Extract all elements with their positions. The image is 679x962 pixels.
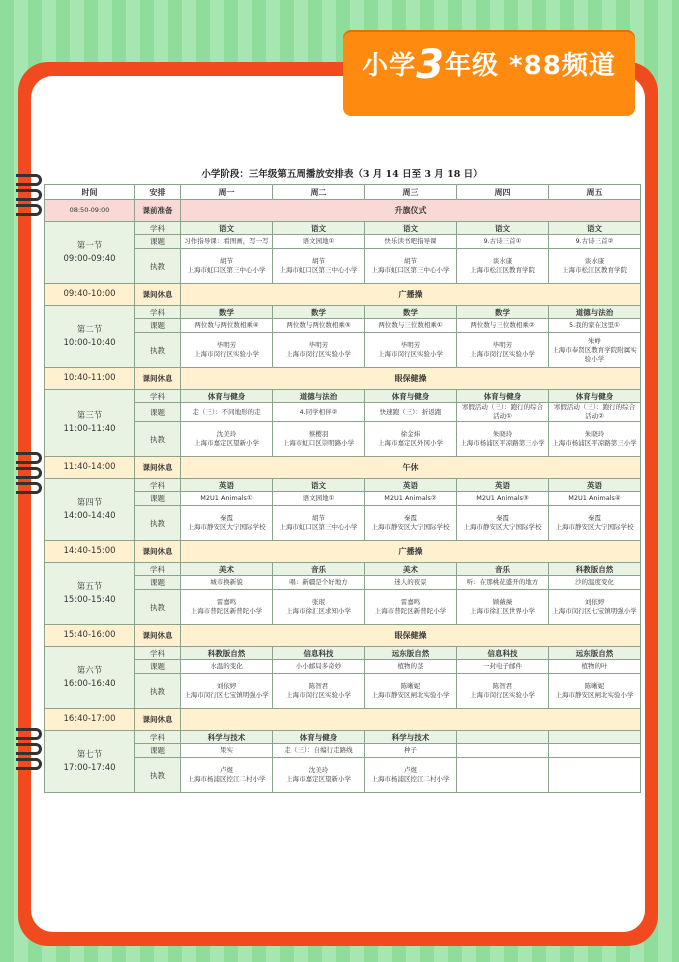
teacher-school: 上海市闵行区实验小学 bbox=[194, 350, 259, 358]
teacher-cell bbox=[365, 422, 457, 457]
subject-cell: 英语 bbox=[549, 479, 641, 492]
teacher-name: 张珉 bbox=[312, 598, 325, 606]
subject-cell bbox=[549, 731, 641, 744]
subject-cell: 英语 bbox=[457, 479, 549, 492]
topic-cell: 9.古诗三首② bbox=[549, 235, 641, 249]
break-label: 课间休息 bbox=[135, 368, 181, 390]
teacher-name: 沈美玲 bbox=[308, 766, 329, 774]
teacher-name: 朱峥 bbox=[588, 336, 601, 345]
teacher-name: 胡节 bbox=[220, 257, 233, 265]
period-teacher-row bbox=[45, 590, 641, 625]
teacher-school: 上海市闵行区实验小学 bbox=[378, 350, 443, 358]
teacher-cell bbox=[365, 590, 457, 625]
subject-label: 学科 bbox=[135, 390, 181, 403]
period-time: 16:00-16:40 bbox=[63, 678, 116, 689]
banner-post: 年级 *88频道 bbox=[445, 51, 616, 81]
header-monday: 周一 bbox=[181, 185, 273, 200]
break-time: 09:40-10:00 bbox=[45, 284, 135, 306]
subject-label: 学科 bbox=[135, 479, 181, 492]
period-name: 第二节 bbox=[76, 324, 103, 335]
teacher-cell bbox=[457, 249, 549, 284]
topic-cell bbox=[457, 744, 549, 758]
teacher-name: 朱晓玲 bbox=[584, 430, 605, 438]
break-time: 16:40-17:00 bbox=[45, 709, 135, 731]
period-subject-row bbox=[45, 479, 641, 492]
binder-ring bbox=[16, 728, 42, 740]
grade-channel-banner bbox=[343, 30, 635, 116]
break-activity: 广播操 bbox=[181, 541, 641, 563]
subject-cell: 语文 bbox=[273, 222, 365, 235]
prep-content: 升旗仪式 bbox=[181, 200, 641, 222]
topic-cell: 小小邮局多奇妙 bbox=[273, 660, 365, 674]
teacher-name: 蔡樱羽 bbox=[308, 430, 329, 438]
teacher-school: 上海市闵行区实验小学 bbox=[470, 350, 535, 358]
topic-cell: M2U1 Animals③ bbox=[457, 492, 549, 506]
period-time: 14:00-14:40 bbox=[63, 510, 116, 521]
topic-label: 课题 bbox=[135, 235, 181, 249]
header-row bbox=[45, 185, 641, 200]
subject-cell: 科学与技术 bbox=[181, 731, 273, 744]
subject-cell: 科教版自然 bbox=[549, 563, 641, 576]
subject-cell: 远东版自然 bbox=[365, 647, 457, 660]
period-time: 17:00-17:40 bbox=[63, 762, 116, 773]
period-topic-row bbox=[45, 235, 641, 249]
teacher-label: 执教 bbox=[135, 249, 181, 284]
header-wednesday: 周三 bbox=[365, 185, 457, 200]
teacher-cell bbox=[549, 758, 641, 793]
teacher-cell bbox=[365, 674, 457, 709]
subject-label: 学科 bbox=[135, 306, 181, 319]
subject-cell: 美术 bbox=[365, 563, 457, 576]
teacher-school: 上海市闵行区七宝镇明强小学 bbox=[552, 607, 637, 615]
binder-ring bbox=[16, 189, 42, 201]
teacher-name: 谈水康 bbox=[492, 257, 513, 265]
period-subject-row bbox=[45, 306, 641, 319]
period-topic-row bbox=[45, 319, 641, 333]
teacher-school: 上海市杨浦区平凉路第三小学 bbox=[460, 439, 545, 447]
break-row bbox=[45, 541, 641, 563]
subject-cell: 音乐 bbox=[273, 563, 365, 576]
topic-cell: 4.同学相伴② bbox=[273, 403, 365, 422]
break-label: 课间休息 bbox=[135, 457, 181, 479]
teacher-cell bbox=[457, 674, 549, 709]
break-activity: 午休 bbox=[181, 457, 641, 479]
teacher-school: 上海市普陀区新普陀小学 bbox=[190, 607, 263, 615]
period-subject-row bbox=[45, 731, 641, 744]
header-friday: 周五 bbox=[549, 185, 641, 200]
prep-time: 08:50-09:00 bbox=[45, 200, 135, 222]
subject-label: 学科 bbox=[135, 647, 181, 660]
break-row bbox=[45, 457, 641, 479]
period-name: 第七节 bbox=[76, 749, 103, 760]
period-subject-row bbox=[45, 222, 641, 235]
teacher-name: 沈美玲 bbox=[216, 430, 237, 438]
break-activity: 广播操 bbox=[181, 284, 641, 306]
teacher-school: 上海市杨浦区控江二村小学 bbox=[371, 775, 450, 783]
break-label: 课间休息 bbox=[135, 284, 181, 306]
topic-cell: M2U1 Animals④ bbox=[549, 492, 641, 506]
subject-label: 学科 bbox=[135, 563, 181, 576]
teacher-name: 朱晓玲 bbox=[492, 430, 513, 438]
subject-cell: 英语 bbox=[181, 479, 273, 492]
period-time: 09:00-09:40 bbox=[63, 253, 116, 264]
teacher-school: 上海市虹口区第三中心小学 bbox=[371, 266, 450, 274]
teacher-cell bbox=[273, 758, 365, 793]
period-teacher-row bbox=[45, 674, 641, 709]
teacher-name: 雷嘉鸣 bbox=[216, 598, 237, 606]
period-teacher-row bbox=[45, 506, 641, 541]
teacher-cell bbox=[365, 506, 457, 541]
broadcast-schedule-table bbox=[44, 184, 641, 793]
teacher-school: 上海市虹口区第三中心小学 bbox=[187, 266, 266, 274]
topic-cell: 5.我的家在这里① bbox=[549, 319, 641, 333]
period-subject-row bbox=[45, 390, 641, 403]
teacher-school: 上海市杨浦区控江二村小学 bbox=[187, 775, 266, 783]
teacher-name: 卢煜 bbox=[404, 766, 417, 774]
binder-ring bbox=[16, 482, 42, 494]
period-cell bbox=[45, 563, 135, 625]
period-subject-row bbox=[45, 563, 641, 576]
subject-cell: 数学 bbox=[457, 306, 549, 319]
subject-cell: 语文 bbox=[365, 222, 457, 235]
teacher-cell bbox=[457, 422, 549, 457]
topic-cell: 种子 bbox=[365, 744, 457, 758]
period-cell bbox=[45, 731, 135, 793]
teacher-label: 执教 bbox=[135, 422, 181, 457]
teacher-school: 上海市嘉定区望新小学 bbox=[194, 439, 259, 447]
period-cell bbox=[45, 222, 135, 284]
teacher-cell bbox=[549, 590, 641, 625]
teacher-school: 上海市松江区教育学院 bbox=[470, 266, 535, 274]
subject-label: 学科 bbox=[135, 731, 181, 744]
period-time: 15:00-15:40 bbox=[63, 594, 116, 605]
subject-cell: 体育与健身 bbox=[457, 390, 549, 403]
teacher-school: 上海市嘉定区外冈小学 bbox=[378, 439, 443, 447]
teacher-cell bbox=[181, 590, 273, 625]
subject-cell: 科教版自然 bbox=[181, 647, 273, 660]
period-topic-row bbox=[45, 492, 641, 506]
topic-cell: 听：在那桃花盛开的地方 bbox=[457, 576, 549, 590]
period-teacher-row bbox=[45, 758, 641, 793]
teacher-name: 毕明芳 bbox=[308, 341, 329, 349]
break-time: 14:40-15:00 bbox=[45, 541, 135, 563]
teacher-name: 秦霞 bbox=[220, 514, 233, 522]
teacher-cell bbox=[181, 249, 273, 284]
teacher-label: 执教 bbox=[135, 506, 181, 541]
header-arrangement: 安排 bbox=[135, 185, 181, 200]
teacher-name: 谈水康 bbox=[584, 257, 605, 265]
teacher-label: 执教 bbox=[135, 590, 181, 625]
binder-rings-middle bbox=[16, 452, 46, 497]
period-name: 第五节 bbox=[76, 581, 103, 592]
period-teacher-row bbox=[45, 249, 641, 284]
topic-cell: 水温的变化 bbox=[181, 660, 273, 674]
teacher-name: 徐金炜 bbox=[400, 430, 421, 438]
period-name: 第四节 bbox=[76, 497, 103, 508]
teacher-school: 上海市闵行区实验小学 bbox=[286, 691, 351, 699]
teacher-name: 陈晰妮 bbox=[584, 682, 605, 690]
teacher-name: 顾薇薇 bbox=[492, 598, 513, 606]
break-row bbox=[45, 368, 641, 390]
teacher-school: 上海市奉贤区教育学院附属实验小学 bbox=[552, 345, 637, 363]
subject-cell: 体育与健身 bbox=[365, 390, 457, 403]
topic-label: 课题 bbox=[135, 576, 181, 590]
binder-ring bbox=[16, 758, 42, 770]
teacher-school: 上海市虹口区崇明路小学 bbox=[282, 439, 355, 447]
period-name: 第六节 bbox=[76, 665, 103, 676]
topic-label: 课题 bbox=[135, 744, 181, 758]
period-name: 第一节 bbox=[76, 240, 103, 251]
subject-cell bbox=[457, 731, 549, 744]
period-cell bbox=[45, 479, 135, 541]
topic-cell: 两位数与三位数相乘② bbox=[457, 319, 549, 333]
teacher-school: 上海市静安区闸北实验小学 bbox=[371, 691, 450, 699]
teacher-name: 秦霞 bbox=[588, 514, 601, 522]
binder-rings-bottom bbox=[16, 728, 46, 773]
teacher-cell bbox=[365, 758, 457, 793]
break-time: 11:40-14:00 bbox=[45, 457, 135, 479]
topic-label: 课题 bbox=[135, 660, 181, 674]
break-time: 10:40-11:00 bbox=[45, 368, 135, 390]
period-teacher-row bbox=[45, 422, 641, 457]
binder-rings-top bbox=[16, 174, 46, 219]
teacher-name: 陈智君 bbox=[492, 682, 513, 690]
teacher-name: 秦霞 bbox=[404, 514, 417, 522]
teacher-cell bbox=[181, 333, 273, 368]
topic-cell: 植物的茎 bbox=[365, 660, 457, 674]
topic-cell: 习作指导课：看图画，写一写 bbox=[181, 235, 273, 249]
break-row bbox=[45, 625, 641, 647]
banner-pre: 小学 bbox=[362, 51, 417, 81]
teacher-school: 上海市闵行区七宝镇明强小学 bbox=[184, 691, 269, 699]
topic-cell: 唱：新疆是个好地方 bbox=[273, 576, 365, 590]
subject-cell: 数学 bbox=[273, 306, 365, 319]
teacher-cell bbox=[365, 249, 457, 284]
prep-row bbox=[45, 200, 641, 222]
period-name: 第三节 bbox=[76, 411, 103, 421]
teacher-school: 上海市徐汇区世界小学 bbox=[470, 607, 535, 615]
subject-cell: 信息科技 bbox=[273, 647, 365, 660]
period-topic-row bbox=[45, 403, 641, 422]
period-topic-row bbox=[45, 744, 641, 758]
prep-label: 课前准备 bbox=[135, 200, 181, 222]
subject-cell: 体育与健身 bbox=[181, 390, 273, 403]
teacher-cell bbox=[181, 506, 273, 541]
binder-ring bbox=[16, 204, 42, 216]
teacher-name: 胡节 bbox=[312, 514, 325, 522]
break-label: 课间休息 bbox=[135, 709, 181, 731]
break-activity: 眼保健操 bbox=[181, 625, 641, 647]
teacher-school: 上海市普陀区新普陀小学 bbox=[374, 607, 447, 615]
topic-cell: 城市换新貌 bbox=[181, 576, 273, 590]
subject-cell: 数学 bbox=[181, 306, 273, 319]
subject-cell: 道德与法治 bbox=[273, 390, 365, 403]
teacher-label: 执教 bbox=[135, 758, 181, 793]
teacher-school: 上海市虹口区第三中心小学 bbox=[279, 523, 358, 531]
binder-ring bbox=[16, 743, 42, 755]
break-time: 15:40-16:00 bbox=[45, 625, 135, 647]
period-topic-row bbox=[45, 576, 641, 590]
teacher-school: 上海市静安区大宁国际学校 bbox=[371, 523, 450, 531]
topic-cell: 走（三）：自编行走路线 bbox=[273, 744, 365, 758]
binder-ring bbox=[16, 174, 42, 186]
teacher-name: 毕明芳 bbox=[492, 341, 513, 349]
topic-cell: M2U1 Animals② bbox=[365, 492, 457, 506]
binder-ring bbox=[16, 467, 42, 479]
teacher-cell bbox=[457, 506, 549, 541]
break-label: 课间休息 bbox=[135, 541, 181, 563]
period-cell bbox=[45, 647, 135, 709]
topic-cell bbox=[549, 744, 641, 758]
teacher-cell bbox=[457, 590, 549, 625]
subject-cell: 道德与法治 bbox=[549, 306, 641, 319]
subject-label: 学科 bbox=[135, 222, 181, 235]
subject-cell: 语文 bbox=[457, 222, 549, 235]
teacher-cell bbox=[365, 333, 457, 368]
teacher-cell bbox=[273, 249, 365, 284]
binder-ring bbox=[16, 452, 42, 464]
teacher-cell bbox=[273, 422, 365, 457]
topic-cell: 植物的叶 bbox=[549, 660, 641, 674]
topic-cell: 寒假活动（三）：跑行的综合活动① bbox=[457, 403, 549, 422]
period-time: 10:00-10:40 bbox=[63, 337, 116, 348]
subject-cell: 美术 bbox=[181, 563, 273, 576]
topic-cell: 两位数与两位数相乘⑤ bbox=[273, 319, 365, 333]
subject-cell: 科学与技术 bbox=[365, 731, 457, 744]
teacher-cell bbox=[549, 249, 641, 284]
subject-cell: 语文 bbox=[273, 479, 365, 492]
topic-label: 课题 bbox=[135, 403, 181, 422]
topic-cell: 沙的温度变化 bbox=[549, 576, 641, 590]
period-subject-row bbox=[45, 647, 641, 660]
teacher-school: 上海市静安区大宁国际学校 bbox=[463, 523, 542, 531]
teacher-cell bbox=[457, 758, 549, 793]
teacher-school: 上海市虹口区第三中心小学 bbox=[279, 266, 358, 274]
teacher-name: 胡节 bbox=[404, 257, 417, 265]
topic-cell: 两位数与两位数相乘④ bbox=[181, 319, 273, 333]
teacher-cell bbox=[273, 674, 365, 709]
topic-cell: 两位数与三位数相乘① bbox=[365, 319, 457, 333]
teacher-name: 胡节 bbox=[312, 257, 325, 265]
teacher-cell bbox=[181, 674, 273, 709]
teacher-school: 上海市静安区闸北实验小学 bbox=[555, 691, 634, 699]
subject-cell: 体育与健身 bbox=[549, 390, 641, 403]
teacher-cell bbox=[549, 674, 641, 709]
teacher-cell bbox=[549, 333, 641, 368]
teacher-school: 上海市静安区大宁国际学校 bbox=[187, 523, 266, 531]
teacher-cell bbox=[181, 422, 273, 457]
break-row bbox=[45, 284, 641, 306]
subject-cell: 信息科技 bbox=[457, 647, 549, 660]
period-cell bbox=[45, 390, 135, 457]
topic-cell: 走（三）：不同地形的走 bbox=[181, 403, 273, 422]
teacher-label: 执教 bbox=[135, 674, 181, 709]
teacher-name: 卢煜 bbox=[220, 766, 233, 774]
teacher-name: 雷嘉鸣 bbox=[400, 598, 421, 606]
teacher-name: 刘依婷 bbox=[216, 682, 237, 690]
topic-cell: 9.古诗三首① bbox=[457, 235, 549, 249]
teacher-school: 上海市杨浦区平凉路第三小学 bbox=[552, 439, 637, 447]
schedule-title: 小学阶段：三年级第五周播放安排表（3 月 14 日至 3 月 18 日） bbox=[201, 169, 483, 180]
period-teacher-row bbox=[45, 333, 641, 368]
topic-cell: 快速跑（三）：折返跑 bbox=[365, 403, 457, 422]
break-label: 课间休息 bbox=[135, 625, 181, 647]
teacher-name: 刘依婷 bbox=[584, 598, 605, 606]
teacher-school: 上海市徐汇区求知小学 bbox=[286, 607, 351, 615]
teacher-name: 陈智君 bbox=[308, 682, 329, 690]
topic-cell: M2U1 Animals① bbox=[181, 492, 273, 506]
topic-label: 课题 bbox=[135, 492, 181, 506]
break-activity bbox=[181, 709, 641, 731]
teacher-cell bbox=[549, 422, 641, 457]
break-row bbox=[45, 709, 641, 731]
subject-cell: 语文 bbox=[181, 222, 273, 235]
topic-cell: 快乐读书吧指导课 bbox=[365, 235, 457, 249]
teacher-name: 陈晰妮 bbox=[400, 682, 421, 690]
topic-label: 课题 bbox=[135, 319, 181, 333]
teacher-cell bbox=[181, 758, 273, 793]
banner-title bbox=[343, 38, 635, 88]
period-topic-row bbox=[45, 660, 641, 674]
period-time: 11:00-11:40 bbox=[63, 424, 116, 434]
subject-cell: 远东版自然 bbox=[549, 647, 641, 660]
teacher-cell bbox=[273, 333, 365, 368]
banner-grade: 3 bbox=[416, 42, 445, 88]
teacher-school: 上海市嘉定区望新小学 bbox=[286, 775, 351, 783]
header-thursday: 周四 bbox=[457, 185, 549, 200]
teacher-label: 执教 bbox=[135, 333, 181, 368]
topic-cell: 迷人的夜景 bbox=[365, 576, 457, 590]
subject-cell: 英语 bbox=[365, 479, 457, 492]
teacher-cell bbox=[273, 506, 365, 541]
header-time: 时间 bbox=[45, 185, 135, 200]
teacher-school: 上海市静安区大宁国际学校 bbox=[555, 523, 634, 531]
subject-cell: 音乐 bbox=[457, 563, 549, 576]
header-tuesday: 周二 bbox=[273, 185, 365, 200]
subject-cell: 数学 bbox=[365, 306, 457, 319]
teacher-school: 上海市闵行区实验小学 bbox=[286, 350, 351, 358]
topic-cell: 一封电子邮件 bbox=[457, 660, 549, 674]
teacher-school: 上海市松江区教育学院 bbox=[562, 266, 627, 274]
teacher-name: 秦霞 bbox=[496, 514, 509, 522]
teacher-cell bbox=[273, 590, 365, 625]
teacher-school: 上海市闵行区实验小学 bbox=[470, 691, 535, 699]
subject-cell: 语文 bbox=[549, 222, 641, 235]
break-activity: 眼保健操 bbox=[181, 368, 641, 390]
teacher-name: 毕明芳 bbox=[216, 341, 237, 349]
teacher-cell bbox=[457, 333, 549, 368]
teacher-name: 毕明芳 bbox=[400, 341, 421, 349]
topic-cell: 语文园地① bbox=[273, 235, 365, 249]
period-cell bbox=[45, 306, 135, 368]
subject-cell: 体育与健身 bbox=[273, 731, 365, 744]
topic-cell: 寒假活动（三）：跑行的综合活动② bbox=[549, 403, 641, 422]
topic-cell: 语文园地① bbox=[273, 492, 365, 506]
teacher-cell bbox=[549, 506, 641, 541]
topic-cell: 果实 bbox=[181, 744, 273, 758]
